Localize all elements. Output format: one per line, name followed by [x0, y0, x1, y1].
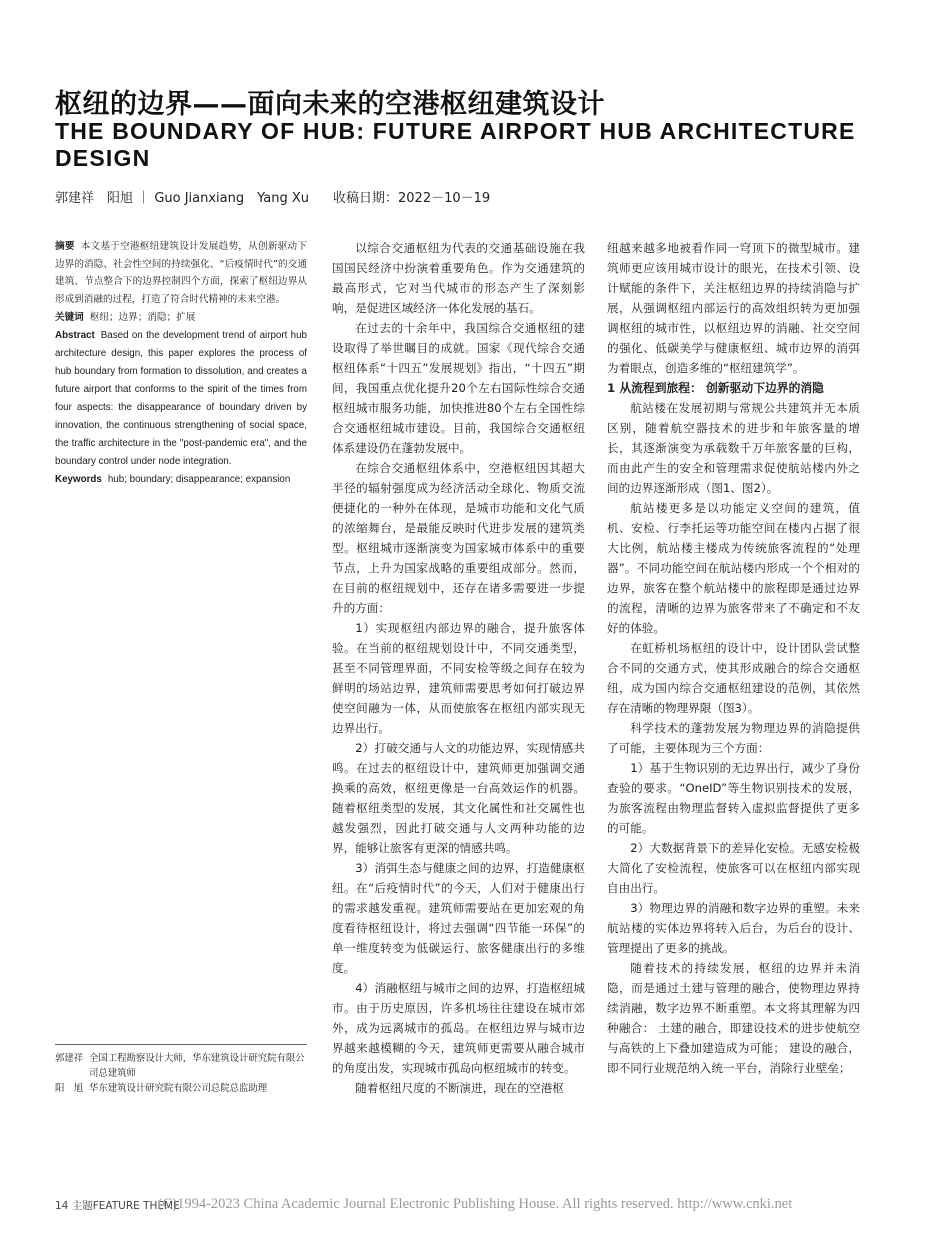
body-paragraph: 2）打破交通与人文的功能边界，实现情感共鸣。在过去的枢纽设计中，建筑师更加强调交通换乘的高效，枢纽更像是一台高效运作的机器。随着枢纽类型的发展，其文化属性和社交属性也越发强烈，因此打破交通与人文两种功能的边界，能够让旅客有更深的情感共鸣。 — [332, 741, 585, 855]
body-paragraph: 4）消融枢纽与城市之间的边界，打造枢纽城市。由于历史原因，许多机场往往建设在城市郊外，成为远离城市的孤岛。在枢纽边界与城市边界越来越模糊的今天，建筑师更需要从融合城市的角度出发，实现城市孤岛向枢纽城市的转变。 — [332, 981, 585, 1075]
received-label: 收稿日期： — [333, 191, 399, 206]
abstract-en — [55, 327, 307, 471]
author-names-zh: 郭建祥 阳旭 — [55, 191, 134, 206]
author-note-name: 阳 旭 — [55, 1083, 84, 1094]
body-paragraph: 3）消弭生态与健康之间的边界，打造健康枢纽。在“后疫情时代”的今天，人们对于健康出行的需求越发重视。建筑师需要站在更加宏观的角度看待枢纽设计，将过去强调“四节能一环保”的单一维度转变为低碳运行、旅客健康出行的多维度。 — [332, 861, 585, 975]
article-title-zh: 枢纽的边界——面向未来的空港枢纽建筑设计 — [55, 89, 605, 120]
body-paragraph: 在过去的十余年中，我国综合交通枢纽的建设取得了举世瞩目的成就。国家《现代综合交通枢纽体系“十四五”发展规划》指出，“十四五”期间，我国重点优化提升20个左右国际性综合交通枢纽城市服务功能，加快推进80个左右全国性综合交通枢纽城市建设。目前，我国综合交通枢纽体系建设仍在蓬勃发展中。 — [332, 321, 585, 455]
body-paragraph: 1）基于生物识别的无边界出行，减少了身份查验的要求。“OneID”等生物识别技术的发展，为旅客流程由物理监督转入虚拟监督提供了更多的可能。 — [607, 761, 860, 835]
received-value: 2022－10－19 — [398, 191, 491, 206]
body-paragraph: 以综合交通枢纽为代表的交通基础设施在我国国民经济中扮演着重要角色。作为交通建筑的最高形式，它对当代城市的形态产生了深刻影响，是促进区域经济一体化发展的基石。 — [332, 241, 585, 315]
author-names-en: Guo Jianxiang Yang Xu — [154, 191, 310, 206]
copyright-watermark: (C)1994-2023 China Academic Journal Electronic Publishing House. All rights reserved. http://www.cnki.net — [157, 1196, 793, 1212]
author-note — [55, 1051, 307, 1081]
abstract-column — [55, 238, 307, 489]
article-title-en: THE BOUNDARY OF HUB: FUTURE AIRPORT HUB ARCHITECTURE DESIGN — [55, 118, 856, 171]
abstract-en-label: Abstract — [55, 329, 95, 341]
body-paragraph: 2）大数据背景下的差异化安检。无感安检极大简化了安检流程，使旅客可以在枢纽内部实现自由出行。 — [607, 841, 860, 895]
section-heading: 1 从流程到旅程： 创新驱动下边界的消隐 — [607, 381, 824, 395]
body-paragraph: 在综合交通枢纽体系中，空港枢纽因其超大半径的辐射强度成为经济活动全球化、物质交流便捷化的一种外在体现，是城市功能和文化气质的浓缩舞台，是最能反映时代进步发展的建筑类型。枢纽城市逐渐演变为国家城市体系中的重要节点，上升为国家战略的重要组成部分。然而，在目前的枢纽规划中，还存在诸多需要进一步提升的方面： — [332, 461, 585, 615]
body-paragraph: 科学技术的蓬勃发展为物理边界的消隐提供了可能，主要体现为三个方面： — [607, 721, 860, 755]
author-note-desc: 全国工程勘察设计大师，华东建筑设计研究院有限公司总建筑师 — [89, 1053, 305, 1079]
body-column-2 — [332, 238, 585, 1098]
body-paragraph: 随着枢纽尺度的不断演进，现在的空港枢 — [355, 1081, 564, 1095]
page-number-label: 14 主题FEATURE THEME — [55, 1200, 180, 1212]
author-note — [55, 1081, 307, 1096]
body-paragraph: 在虹桥机场枢纽的设计中，设计团队尝试整合不同的交通方式，使其形成融合的综合交通枢纽，成为国内综合交通枢纽建设的范例，其依然存在清晰的物理界限（图3）。 — [607, 641, 860, 715]
body-paragraph: 航站楼更多是以功能定义空间的建筑，值机、安检、行李托运等功能空间在楼内占据了很大比例，航站楼主楼成为传统旅客流程的“处理器”。不同功能空间在航站楼内形成一个个相对的边界，旅客在整个航站楼中的旅程即是通过边界的流程，清晰的边界为旅客带来了不确定和不友好的体验。 — [607, 501, 860, 635]
abstract-en-text: Based on the development trend of airport hub architecture design, this paper explores the process of hub boundary from formation to dissolution, and creates a future airport that conforms to the spirit of the times from four aspects: the disappearance of boundary driven by innovation, the continuous strengthening of social space, the traffic architecture in the "post-pandemic era", and the boundary control under node integration. — [55, 329, 307, 467]
keywords-zh-text: 枢纽；边界；消隐；扩展 — [89, 311, 196, 323]
author-note-name: 郭建祥 — [55, 1053, 84, 1064]
body-paragraph: 1）实现枢纽内部边界的融合，提升旅客体验。在当前的枢纽规划设计中，不同交通类型，甚至不同管理界面，不同安检等级之间存在较为鲜明的场站边界，建筑师需要思考如何打破边界使空间融为一体，从而使旅客在枢纽内部实现无边界出行。 — [332, 621, 585, 735]
keywords-en-text: hub; boundary; disappearance; expansion — [107, 473, 291, 485]
author-notes — [55, 1044, 307, 1096]
keywords-zh-label: 关键词 — [55, 311, 84, 323]
abstract-zh-label: 摘要 — [55, 241, 75, 252]
abstract-zh — [55, 238, 307, 309]
body-paragraph: 3）物理边界的消融和数字边界的重塑。未来航站楼的实体边界将转入后台，为后台的设计、管理提出了更多的挑战。 — [607, 901, 860, 955]
received-date — [333, 187, 490, 206]
body-paragraph: 随着技术的持续发展，枢纽的边界并未消隐，而是通过土建与管理的融合，使物理边界持续消融，数字边界不断重塑。本文将其理解为四种融合： 土建的融合，即建设技术的进步使航空与高铁的上下叠加建造成为可能； 建设的融合，即不同行业规范纳入统一平台，消除行业壁垒； — [607, 961, 860, 1075]
body-paragraph: 航站楼在发展初期与常规公共建筑并无本质区别，随着航空器技术的进步和年旅客量的增长，其逐渐演变为承载数千万年旅客量的巨构，而由此产生的安全和管理需求促使航站楼内外之间的边界逐渐形成（图1、图2）。 — [607, 401, 860, 495]
keywords-zh — [55, 309, 307, 327]
author-note-desc: 华东建筑设计研究院有限公司总院总监助理 — [89, 1083, 268, 1094]
keywords-en-label: Keywords — [55, 473, 102, 485]
body-paragraph: 纽越来越多地被看作同一穹顶下的微型城市。建筑师更应该用城市设计的眼光，在技术引领、设计赋能的条件下，关注枢纽边界的持续消隐与扩展，从强调枢纽内部运行的高效组织转为更加强调枢纽的城市性，以枢纽边界的消融、社交空间的强化、低碳美学与健康枢纽、城市边界的消弭为着眼点，创造多维的“枢纽建筑学”。 — [607, 241, 860, 375]
author-line — [55, 187, 309, 206]
author-separator: ｜ — [137, 191, 151, 206]
keywords-en — [55, 471, 307, 489]
body-column-3 — [607, 238, 860, 1078]
abstract-zh-text: 本文基于空港枢纽建筑设计发展趋势，从创新驱动下边界的消隐、社会性空间的持续强化、“后疫情时代”的交通建筑、节点整合下的边界控制四个方面，探索了枢纽边界从形成到消融的过程，打造了符合时代精神的未来空港。 — [55, 241, 308, 306]
